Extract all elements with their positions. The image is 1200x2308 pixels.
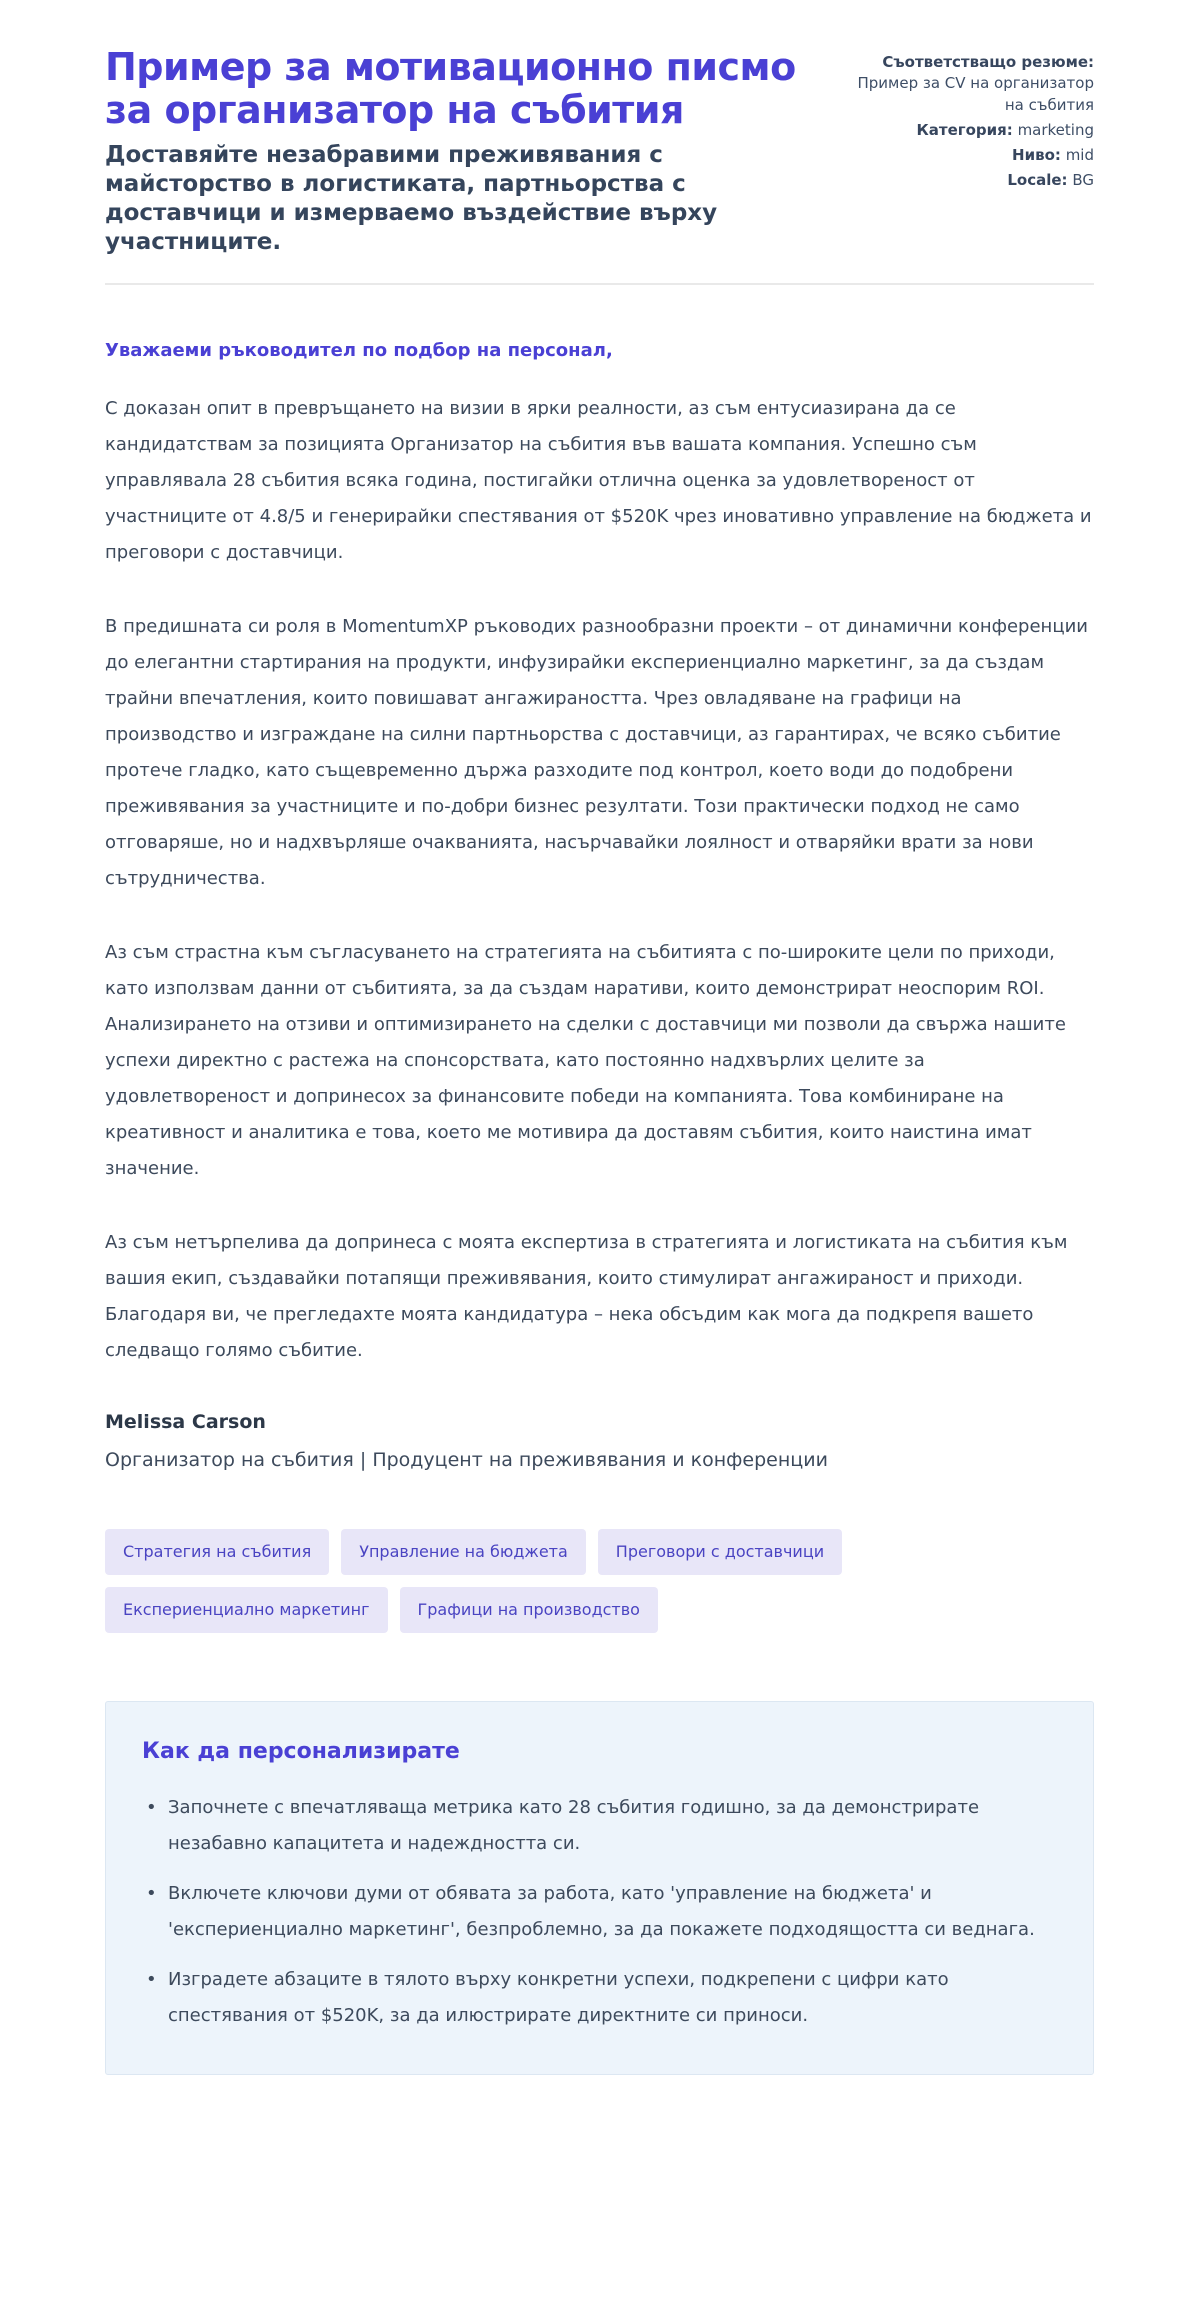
header-title-block: [105, 46, 820, 257]
skill-tag-event-strategy: Стратегия на събития: [105, 1529, 329, 1575]
meta-value: BG: [1072, 171, 1094, 190]
tip-item-3: • Изградете абзаците в тялото върху конкретни успехи, подкрепени с цифри като спестявания от $520K, за да илюстрирате директните си приноси.: [142, 1962, 1042, 2034]
signature-name: Melissa Carson: [105, 1410, 266, 1433]
page-subtitle: Доставяйте незабравими преживявания с майсторство в логистиката, партньорства с доставчици и измерваемо въздействие върху участниците.: [105, 142, 718, 255]
meta-value: Пример за CV на организатор на събития: [857, 74, 1094, 114]
meta-panel: [844, 46, 1094, 196]
meta-row-category: [844, 120, 1094, 141]
meta-row-matching-resume: [844, 52, 1094, 116]
tip-item-1: • Започнете с впечатляваща метрика като 28 събития годишно, за да демонстрирате незабавно капацитета и надеждността си.: [142, 1790, 1042, 1862]
skill-tag-vendor-negotiations: Преговори с доставчици: [598, 1529, 842, 1575]
meta-label: Locale:: [1007, 171, 1068, 190]
page-title: Пример за мотивационно писмо за организатор на събития: [105, 45, 796, 132]
tip-item-2: • Включете ключови думи от обявата за работа, като 'управление на бюджета' и 'експериенциално маркетинг', безпроблемно, за да покажете подходящостта си веднага.: [142, 1876, 1042, 1948]
personalization-tips-box: [105, 1701, 1094, 2075]
skill-tag-production-schedules: Графици на производство: [400, 1587, 658, 1633]
letter-paragraph-1: С доказан опит в превръщането на визии в ярки реалности, аз съм ентусиазирана да се кандидатствам за позицията Организатор на събития във вашата компания. Успешно съм управлявала 28 събития всяка година, постигайки отлична оценка за удовлетвореност от участниците от 4.8/5 и генерирайки спестявания от $520K чрез иновативно управление на бюджета и преговори с доставчици.: [105, 397, 1092, 563]
meta-label: Категория:: [916, 120, 1013, 139]
letter-paragraph-4: Аз съм нетърпелива да допринеса с моята експертиза в стратегията и логистиката на събития към вашия екип, създавайки потапящи преживявания, които стимулират ангажираност и приходи. Благодаря ви, че прегледахте моята кандидатура – нека обсъдим как мога да подкрепя вашето следващо голямо събитие.: [105, 1231, 1068, 1361]
meta-row-locale: [844, 170, 1094, 191]
header: [105, 46, 1094, 257]
tips-heading: Как да персонализирате: [142, 1738, 460, 1764]
skill-tag-experiential-marketing: Експериенциално маркетинг: [105, 1587, 388, 1633]
letter-paragraph-2: В предишната си роля в MomentumXP ръководих разнообразни проекти – от динамични конференции до елегантни стартирания на продукти, инфузирайки експериенциално маркетинг, за да създам трайни впечатления, които повишават ангажираността. Чрез овладяване на графици на производство и изграждане на силни партньорства с доставчици, аз гарантирах, че всяко събитие протече гладко, като същевременно държа разходите под контрол, което води до подобрени преживявания за участниците и по-добри бизнес резултати. Този практически подход не само отговаряше, но и надхвърляше очакванията, насърчавайки лоялност и отваряйки врати за нови сътрудничества.: [105, 615, 1088, 889]
letter-body: [105, 285, 1094, 2075]
greeting: Уважаеми ръководител по подбор на персонал,: [105, 339, 613, 361]
skill-tags: [105, 1529, 1005, 1633]
letter-paragraph-3: Аз съм страстна към съгласуването на стратегията на събитията с по-широките цели по приходи, като използвам данни от събитията, за да създам наративи, които демонстрират неоспорим ROI. Анализирането на отзиви и оптимизирането на сделки с доставчици ми позволи да свържа нашите успехи директно с растежа на спонсорствата, като постоянно надхвърлих целите за удовлетвореност и допринесох за финансовите победи на компанията. Това комбиниране на креативност и аналитика е това, което ме мотивира да доставям събития, които наистина имат значение.: [105, 941, 1066, 1179]
meta-row-level: [844, 145, 1094, 166]
meta-label: Съответстващо резюме:: [882, 53, 1094, 71]
meta-value: marketing: [1017, 120, 1094, 139]
tips-list: [142, 1790, 1057, 2034]
meta-value: mid: [1065, 146, 1094, 165]
skill-tag-budget-management: Управление на бюджета: [341, 1529, 586, 1575]
meta-label: Ниво:: [1012, 146, 1061, 165]
signature-role-line: Организатор на събития | Продуцент на преживявания и конференции: [105, 1448, 828, 1471]
